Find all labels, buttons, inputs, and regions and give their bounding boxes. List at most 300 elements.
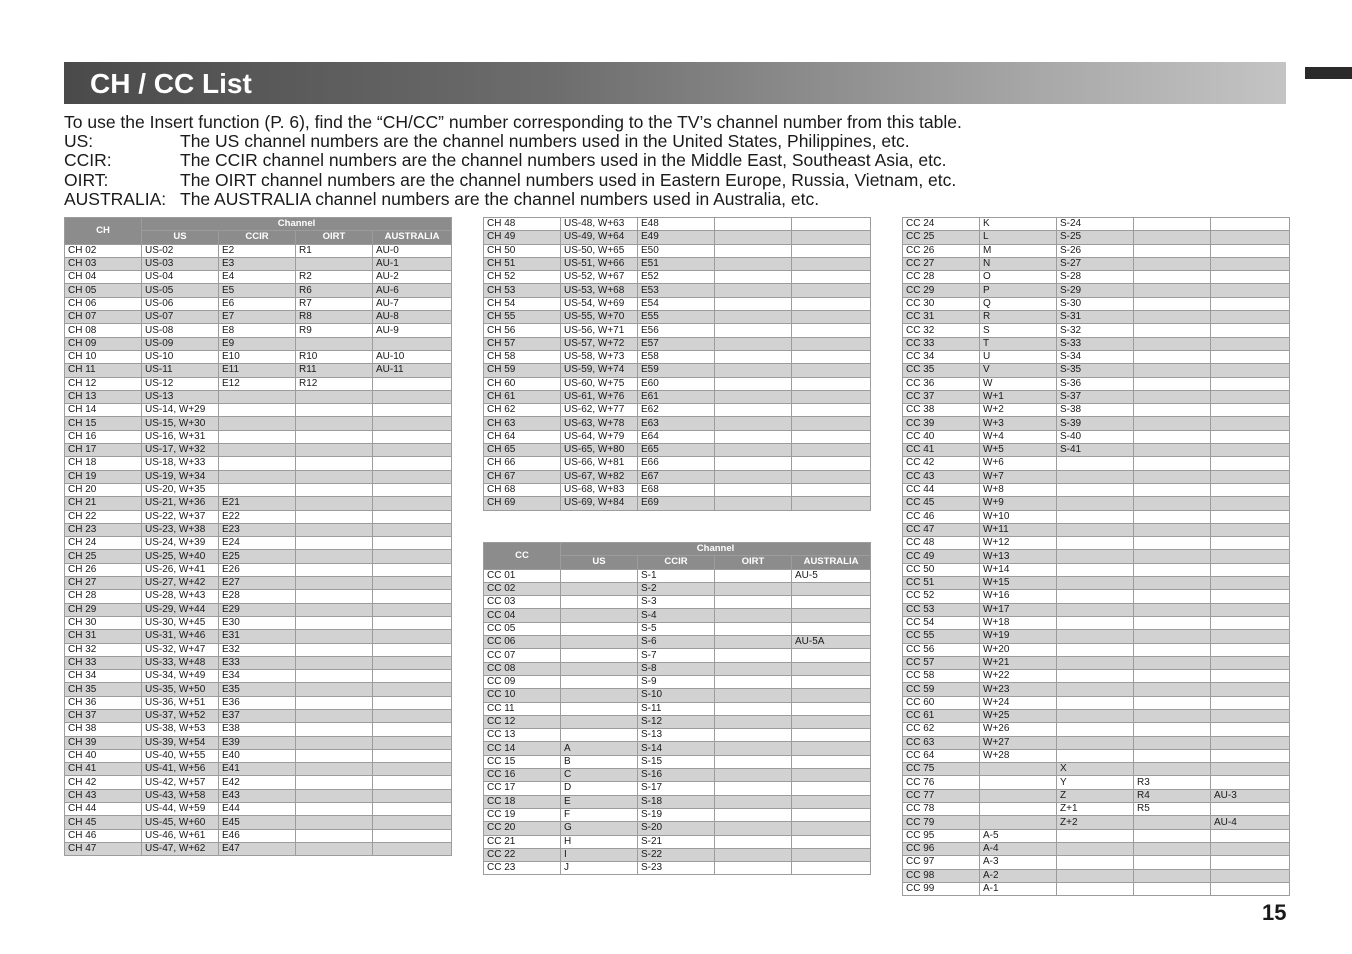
table-cell: CC 25 bbox=[903, 231, 980, 244]
table-row bbox=[484, 689, 871, 702]
cc-header: CC bbox=[484, 543, 561, 570]
table-cell: US-16, W+31 bbox=[142, 430, 219, 443]
table-cell bbox=[296, 457, 373, 470]
table-cell: US-60, W+75 bbox=[561, 377, 638, 390]
table-cell bbox=[1057, 856, 1134, 869]
table-cell: US-50, W+65 bbox=[561, 244, 638, 257]
table-cell: S-10 bbox=[638, 689, 715, 702]
table-cell bbox=[1057, 842, 1134, 855]
table-cell: K bbox=[980, 218, 1057, 231]
table-cell bbox=[1057, 483, 1134, 496]
table-cell: US-05 bbox=[142, 284, 219, 297]
table-cell: S-11 bbox=[638, 702, 715, 715]
table-cell bbox=[1211, 257, 1290, 270]
table-cell: E3 bbox=[219, 257, 296, 270]
table-cell bbox=[792, 284, 871, 297]
table-row bbox=[903, 244, 1290, 257]
table-cell: US-19, W+34 bbox=[142, 470, 219, 483]
table-cell: CC 63 bbox=[903, 736, 980, 749]
table-cell bbox=[373, 483, 452, 496]
table-cell bbox=[1211, 803, 1290, 816]
table-cell bbox=[1211, 523, 1290, 536]
table-cell: E29 bbox=[219, 603, 296, 616]
table-cell bbox=[715, 782, 792, 795]
table-row bbox=[65, 297, 452, 310]
table-row bbox=[903, 218, 1290, 231]
table-row bbox=[484, 795, 871, 808]
table-cell: CH 15 bbox=[65, 417, 142, 430]
table-cell: CC 44 bbox=[903, 483, 980, 496]
table-cell: E62 bbox=[638, 404, 715, 417]
table-cell: CC 79 bbox=[903, 816, 980, 829]
table-cell bbox=[1134, 311, 1211, 324]
ccir-header: CCIR bbox=[638, 556, 715, 569]
table-cell: E31 bbox=[219, 630, 296, 643]
table-cell: CC 35 bbox=[903, 364, 980, 377]
table-row bbox=[484, 390, 871, 403]
table-cell: R bbox=[980, 311, 1057, 324]
table-cell bbox=[1057, 510, 1134, 523]
table-cell bbox=[373, 683, 452, 696]
ccir-header: CCIR bbox=[219, 231, 296, 244]
intro-text: To use the Insert function (P. 6), find the “CH/CC” number corresponding to the TV’s channel number from this table. bbox=[64, 112, 962, 132]
table-cell bbox=[296, 577, 373, 590]
table-row bbox=[65, 497, 452, 510]
table-cell: CC 22 bbox=[484, 848, 561, 861]
table-cell: S-34 bbox=[1057, 350, 1134, 363]
table-cell bbox=[792, 377, 871, 390]
table-cell bbox=[715, 755, 792, 768]
table-cell: A bbox=[561, 742, 638, 755]
table-cell bbox=[792, 404, 871, 417]
table-cell: CC 98 bbox=[903, 869, 980, 882]
table-cell bbox=[1134, 350, 1211, 363]
table-row bbox=[484, 470, 871, 483]
table-row bbox=[903, 483, 1290, 496]
table-row bbox=[903, 430, 1290, 443]
table-cell bbox=[792, 742, 871, 755]
table-cell: D bbox=[561, 782, 638, 795]
table-cell: E12 bbox=[219, 377, 296, 390]
table-cell: US-69, W+84 bbox=[561, 497, 638, 510]
table-row bbox=[903, 404, 1290, 417]
table-cell: S-22 bbox=[638, 848, 715, 861]
table-cell bbox=[296, 656, 373, 669]
table-cell: P bbox=[980, 284, 1057, 297]
table-cell bbox=[792, 470, 871, 483]
table-cell bbox=[1211, 683, 1290, 696]
table-cell bbox=[561, 729, 638, 742]
table-cell bbox=[715, 622, 792, 635]
table-row bbox=[484, 284, 871, 297]
table-cell bbox=[296, 444, 373, 457]
table-cell bbox=[792, 822, 871, 835]
table-cell: US-48, W+63 bbox=[561, 218, 638, 231]
table-row bbox=[903, 763, 1290, 776]
table-cell: US-44, W+59 bbox=[142, 803, 219, 816]
table-cell: CH 04 bbox=[65, 271, 142, 284]
table-row bbox=[484, 417, 871, 430]
table-cell bbox=[792, 231, 871, 244]
table-cell bbox=[1134, 324, 1211, 337]
table-cell: AU-3 bbox=[1211, 789, 1290, 802]
cc-table-body bbox=[484, 569, 871, 875]
table-cell bbox=[1134, 763, 1211, 776]
table-cell bbox=[1134, 271, 1211, 284]
table-cell: R9 bbox=[296, 324, 373, 337]
table-cell bbox=[792, 782, 871, 795]
table-cell: Z+2 bbox=[1057, 816, 1134, 829]
table-row bbox=[65, 523, 452, 536]
table-cell bbox=[715, 244, 792, 257]
definition-label: US: bbox=[64, 131, 94, 152]
table-cell bbox=[1134, 377, 1211, 390]
table-cell: CC 47 bbox=[903, 523, 980, 536]
table-cell bbox=[792, 609, 871, 622]
table-cell: US-63, W+78 bbox=[561, 417, 638, 430]
table-cell: US-57, W+72 bbox=[561, 337, 638, 350]
table-row bbox=[484, 297, 871, 310]
table-cell: A-5 bbox=[980, 829, 1057, 842]
table-cell: S-23 bbox=[638, 862, 715, 875]
table-row bbox=[65, 510, 452, 523]
table-cell bbox=[1057, 577, 1134, 590]
table-cell: R3 bbox=[1134, 776, 1211, 789]
table-cell: CC 49 bbox=[903, 550, 980, 563]
table-cell: CH 09 bbox=[65, 337, 142, 350]
table-cell bbox=[373, 763, 452, 776]
table-cell: C bbox=[561, 769, 638, 782]
table-cell: W+3 bbox=[980, 417, 1057, 430]
table-cell: AU-1 bbox=[373, 257, 452, 270]
table-cell bbox=[715, 862, 792, 875]
table-cell: US-66, W+81 bbox=[561, 457, 638, 470]
table-cell bbox=[1211, 350, 1290, 363]
table-row bbox=[903, 829, 1290, 842]
table-row bbox=[484, 609, 871, 622]
table-cell bbox=[296, 789, 373, 802]
table-row bbox=[903, 869, 1290, 882]
table-cell: W+14 bbox=[980, 563, 1057, 576]
table-cell: W+16 bbox=[980, 590, 1057, 603]
table-cell bbox=[1057, 723, 1134, 736]
table-cell bbox=[1211, 882, 1290, 895]
table-cell: AU-4 bbox=[1211, 816, 1290, 829]
table-cell bbox=[715, 390, 792, 403]
table-cell bbox=[1211, 297, 1290, 310]
table-cell: S-3 bbox=[638, 596, 715, 609]
table-cell: CC 29 bbox=[903, 284, 980, 297]
table-cell bbox=[1211, 231, 1290, 244]
table-cell: W+6 bbox=[980, 457, 1057, 470]
table-cell: E23 bbox=[219, 523, 296, 536]
table-cell bbox=[792, 808, 871, 821]
table-cell bbox=[1134, 869, 1211, 882]
table-cell: T bbox=[980, 337, 1057, 350]
table-cell: US-10 bbox=[142, 350, 219, 363]
table-cell bbox=[1134, 231, 1211, 244]
table-cell: CC 77 bbox=[903, 789, 980, 802]
table-row bbox=[65, 590, 452, 603]
table-cell bbox=[561, 689, 638, 702]
table-cell: CC 36 bbox=[903, 377, 980, 390]
table-row bbox=[484, 497, 871, 510]
table-cell: AU-5A bbox=[792, 636, 871, 649]
table-cell: CH 25 bbox=[65, 550, 142, 563]
table-cell: E8 bbox=[219, 324, 296, 337]
table-row bbox=[903, 816, 1290, 829]
table-cell: CH 41 bbox=[65, 763, 142, 776]
table-cell: E22 bbox=[219, 510, 296, 523]
table-cell: E24 bbox=[219, 537, 296, 550]
table-cell bbox=[715, 350, 792, 363]
table-cell: R11 bbox=[296, 364, 373, 377]
table-cell bbox=[373, 497, 452, 510]
table-cell bbox=[792, 311, 871, 324]
table-cell bbox=[1057, 616, 1134, 629]
table-cell bbox=[373, 630, 452, 643]
table-cell: S-17 bbox=[638, 782, 715, 795]
table-cell: E54 bbox=[638, 297, 715, 310]
table-cell: E28 bbox=[219, 590, 296, 603]
table-row bbox=[903, 550, 1290, 563]
table-cell: CC 39 bbox=[903, 417, 980, 430]
table-cell: CC 18 bbox=[484, 795, 561, 808]
table-cell: W+26 bbox=[980, 723, 1057, 736]
table-cell bbox=[296, 470, 373, 483]
table-row bbox=[484, 404, 871, 417]
table-cell: CH 28 bbox=[65, 590, 142, 603]
table-row bbox=[484, 662, 871, 675]
table-cell: US-49, W+64 bbox=[561, 231, 638, 244]
table-cell: E69 bbox=[638, 497, 715, 510]
table-cell: S-20 bbox=[638, 822, 715, 835]
table-row bbox=[484, 649, 871, 662]
table-cell: CC 08 bbox=[484, 662, 561, 675]
table-cell bbox=[715, 364, 792, 377]
table-cell bbox=[792, 755, 871, 768]
table-cell: US-33, W+48 bbox=[142, 656, 219, 669]
table-cell: S-33 bbox=[1057, 337, 1134, 350]
table-cell bbox=[373, 656, 452, 669]
table-row bbox=[65, 829, 452, 842]
table-cell: AU-6 bbox=[373, 284, 452, 297]
table-cell: S-30 bbox=[1057, 297, 1134, 310]
table-cell: N bbox=[980, 257, 1057, 270]
table-cell: S-35 bbox=[1057, 364, 1134, 377]
table-cell: S-28 bbox=[1057, 271, 1134, 284]
table-cell bbox=[1211, 271, 1290, 284]
definition-australia bbox=[64, 190, 962, 209]
table-row bbox=[484, 324, 871, 337]
table-cell bbox=[792, 649, 871, 662]
table-cell bbox=[561, 649, 638, 662]
table-cell: CC 41 bbox=[903, 444, 980, 457]
table-cell bbox=[296, 590, 373, 603]
table-cell: CC 24 bbox=[903, 218, 980, 231]
table-cell: CH 29 bbox=[65, 603, 142, 616]
table-cell: CH 36 bbox=[65, 696, 142, 709]
definition-oirt bbox=[64, 171, 962, 190]
ch-table bbox=[64, 217, 452, 856]
table-cell: CC 42 bbox=[903, 457, 980, 470]
table-row bbox=[65, 430, 452, 443]
table-cell: S-41 bbox=[1057, 444, 1134, 457]
table-cell: CC 28 bbox=[903, 271, 980, 284]
table-cell: CH 31 bbox=[65, 630, 142, 643]
table-cell bbox=[219, 444, 296, 457]
table-cell bbox=[373, 696, 452, 709]
table-row bbox=[903, 736, 1290, 749]
table-cell: CH 08 bbox=[65, 324, 142, 337]
table-cell: CC 46 bbox=[903, 510, 980, 523]
table-cell bbox=[792, 662, 871, 675]
table-row bbox=[903, 616, 1290, 629]
table-cell: CH 59 bbox=[484, 364, 561, 377]
table-cell: US-42, W+57 bbox=[142, 776, 219, 789]
table-row bbox=[903, 882, 1290, 895]
table-cell bbox=[1134, 643, 1211, 656]
table-cell: CC 14 bbox=[484, 742, 561, 755]
table-cell: S-4 bbox=[638, 609, 715, 622]
table-cell: US-06 bbox=[142, 297, 219, 310]
table-cell bbox=[296, 417, 373, 430]
table-cell: E56 bbox=[638, 324, 715, 337]
table-row bbox=[903, 749, 1290, 762]
table-cell bbox=[792, 390, 871, 403]
table-cell: E36 bbox=[219, 696, 296, 709]
table-cell: O bbox=[980, 271, 1057, 284]
table-cell: CC 26 bbox=[903, 244, 980, 257]
table-cell: U bbox=[980, 350, 1057, 363]
table-cell bbox=[715, 430, 792, 443]
table-cell bbox=[296, 630, 373, 643]
table-row bbox=[903, 284, 1290, 297]
table-cell: E59 bbox=[638, 364, 715, 377]
table-cell bbox=[1057, 709, 1134, 722]
table-cell: W+4 bbox=[980, 430, 1057, 443]
table-cell: E41 bbox=[219, 763, 296, 776]
table-cell: CC 05 bbox=[484, 622, 561, 635]
table-cell bbox=[1057, 643, 1134, 656]
table-row bbox=[65, 789, 452, 802]
table-row bbox=[484, 715, 871, 728]
table-row bbox=[65, 444, 452, 457]
table-cell bbox=[715, 742, 792, 755]
table-row bbox=[903, 364, 1290, 377]
table-cell bbox=[715, 822, 792, 835]
table-cell bbox=[296, 670, 373, 683]
table-cell: CC 01 bbox=[484, 569, 561, 582]
table-row bbox=[484, 769, 871, 782]
table-cell: W+17 bbox=[980, 603, 1057, 616]
table-cell: CC 15 bbox=[484, 755, 561, 768]
table-cell bbox=[296, 736, 373, 749]
table-row bbox=[903, 709, 1290, 722]
table-row bbox=[65, 723, 452, 736]
table-cell: CH 68 bbox=[484, 483, 561, 496]
table-cell: CH 26 bbox=[65, 563, 142, 576]
table-row bbox=[65, 776, 452, 789]
table-cell: US-08 bbox=[142, 324, 219, 337]
table-cell bbox=[715, 569, 792, 582]
table-cell bbox=[1211, 696, 1290, 709]
table-cell: S-27 bbox=[1057, 257, 1134, 270]
table-cell bbox=[1134, 497, 1211, 510]
page-title: CH / CC List bbox=[90, 68, 252, 99]
table-cell: US-47, W+62 bbox=[142, 842, 219, 855]
table-cell: S-26 bbox=[1057, 244, 1134, 257]
table-cell: CH 53 bbox=[484, 284, 561, 297]
table-cell bbox=[296, 776, 373, 789]
table-cell bbox=[1134, 257, 1211, 270]
table-cell: CH 48 bbox=[484, 218, 561, 231]
table-cell bbox=[296, 497, 373, 510]
table-cell: US-46, W+61 bbox=[142, 829, 219, 842]
table-cell: X bbox=[1057, 763, 1134, 776]
table-cell bbox=[1211, 736, 1290, 749]
table-cell bbox=[715, 483, 792, 496]
table-cell bbox=[1134, 470, 1211, 483]
table-cell bbox=[561, 582, 638, 595]
table-cell bbox=[1134, 563, 1211, 576]
table-cell: US-25, W+40 bbox=[142, 550, 219, 563]
table-row bbox=[65, 656, 452, 669]
table-cell: E66 bbox=[638, 457, 715, 470]
table-cell bbox=[1211, 457, 1290, 470]
table-cell: US-39, W+54 bbox=[142, 736, 219, 749]
title-bar bbox=[64, 62, 1286, 104]
table-cell bbox=[1211, 218, 1290, 231]
definition-label: AUSTRALIA: bbox=[64, 188, 167, 209]
table-cell bbox=[715, 835, 792, 848]
table-cell: US-14, W+29 bbox=[142, 404, 219, 417]
intro-text-block bbox=[64, 113, 962, 209]
table-row bbox=[65, 244, 452, 257]
table-cell: US-54, W+69 bbox=[561, 297, 638, 310]
table-cell: A-1 bbox=[980, 882, 1057, 895]
table-cell: W+7 bbox=[980, 470, 1057, 483]
table-cell: S-40 bbox=[1057, 430, 1134, 443]
us-header: US bbox=[142, 231, 219, 244]
cc-table bbox=[483, 542, 871, 875]
table-cell bbox=[792, 457, 871, 470]
table-cell bbox=[219, 430, 296, 443]
table-row bbox=[903, 776, 1290, 789]
table-cell bbox=[715, 689, 792, 702]
table-cell: CC 53 bbox=[903, 603, 980, 616]
table-row bbox=[65, 324, 452, 337]
table-cell: L bbox=[980, 231, 1057, 244]
table-cell: CH 32 bbox=[65, 643, 142, 656]
table-cell: Z+1 bbox=[1057, 803, 1134, 816]
table-cell: CH 37 bbox=[65, 709, 142, 722]
table-cell: AU-7 bbox=[373, 297, 452, 310]
table-cell: CC 54 bbox=[903, 616, 980, 629]
table-cell bbox=[715, 457, 792, 470]
table-cell: Y bbox=[1057, 776, 1134, 789]
table-cell bbox=[1211, 563, 1290, 576]
table-cell: S-39 bbox=[1057, 417, 1134, 430]
table-row bbox=[65, 616, 452, 629]
table-cell bbox=[561, 702, 638, 715]
table-cell bbox=[1211, 829, 1290, 842]
table-cell bbox=[715, 324, 792, 337]
section-tab-marker bbox=[1305, 67, 1352, 79]
table-row bbox=[484, 622, 871, 635]
table-cell: CC 23 bbox=[484, 862, 561, 875]
table-cell bbox=[1134, 337, 1211, 350]
